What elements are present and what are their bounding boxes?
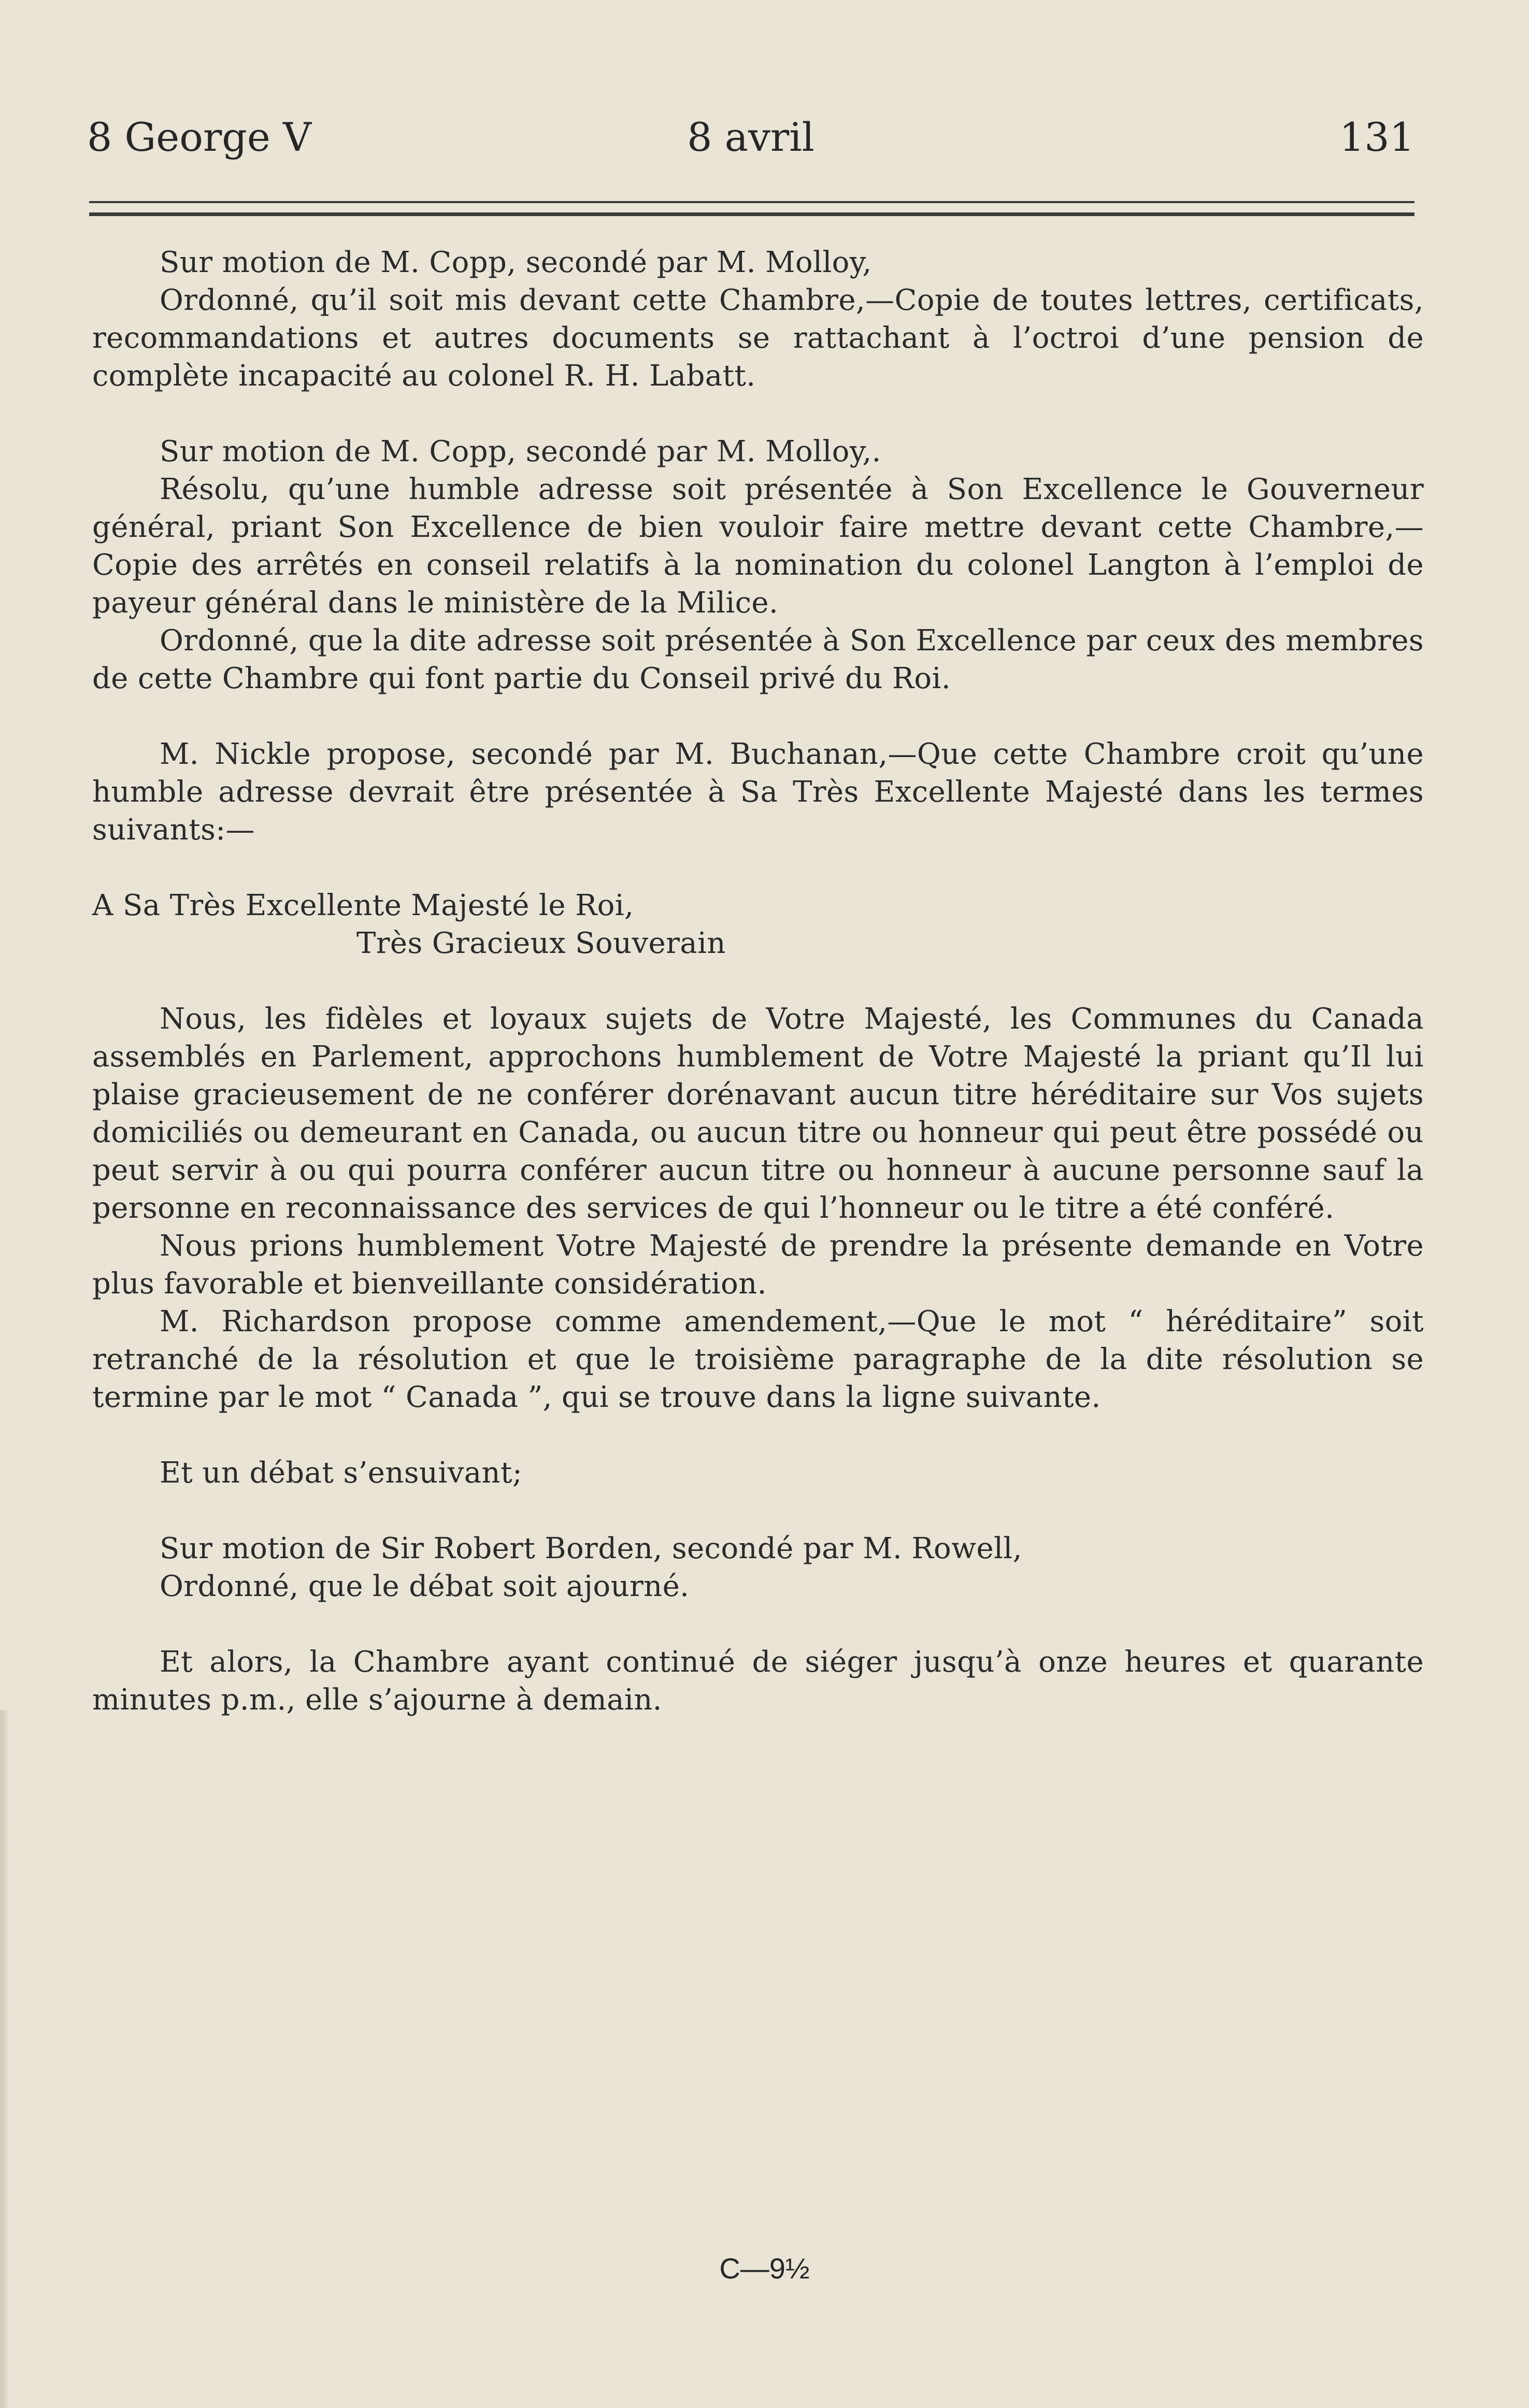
page-edge-shadow — [0, 1710, 9, 2408]
page-number: 131 — [1339, 114, 1414, 160]
address-salutation: A Sa Très Excellente Majesté le Roi, — [92, 889, 634, 922]
page-header — [87, 109, 1414, 166]
motion-nickle: M. Nickle propose, secondé par M. Buchanan,—Que cette Chambre croit qu’une humble adresse devrait être présentée à Sa Très Excellente Majesté dans les termes suivants:— — [92, 737, 1424, 847]
resolution-langton: Résolu, qu’une humble adresse soit présentée à Son Excellence le Gouverneur général, priant Son Excellence de bien vouloir faire mettre devant cette Chambre,—Copie des arrêtés en conseil relatifs à la nomination du colonel Langton à l’emploi de payeur général dans le ministère de la Milice. — [92, 473, 1424, 620]
order-labatt-pension: Ordonné, qu’il soit mis devant cette Chambre,—Copie de toutes lettres, certificats, recommandations et autres documents se rattachant à l’octroi d’une pension de complète incapacité au colonel R. H. Labatt. — [92, 283, 1424, 393]
signature-mark: C—9½ — [719, 2252, 810, 2285]
address-body: Nous, les fidèles et loyaux sujets de Votre Majesté, les Communes du Canada assemblés en Parlement, approchons humblement de Votre Majesté la priant qu’Il lui plaise gracieusement de ne conférer dorénavant aucun titre héréditaire sur Vos sujets domiciliés ou demeurant en Canada, ou aucun titre ou honneur qui peut être possédé ou peut servir à ou qui pourra conférer aucun titre ou honneur à aucune personne sauf la personne en reconnaissance des services de qui l’honneur ou le titre a été conféré. — [92, 1002, 1424, 1225]
motion-borden: Sur motion de Sir Robert Borden, secondé par M. Rowell, — [160, 1532, 1022, 1565]
house-adjourns: Et alors, la Chambre ayant continué de siéger jusqu’à onze heures et quarante minutes p.m., elle s’ajourne à demain. — [92, 1645, 1424, 1717]
order-adjourn-debate: Ordonné, que le débat soit ajourné. — [160, 1570, 690, 1603]
header-rule-thin — [89, 201, 1414, 203]
order-address-presented: Ordonné, que la dite adresse soit présentée à Son Excellence par ceux des membres de cette Chambre qui font partie du Conseil privé du Roi. — [92, 624, 1424, 695]
address-closing: Nous prions humblement Votre Majesté de prendre la présente demande en Votre plus favorable et bienveillante considération. — [92, 1229, 1424, 1301]
motion-copp-1: Sur motion de M. Copp, secondé par M. Molloy, — [160, 246, 872, 279]
amendment-richardson: M. Richardson propose comme amendement,—Que le mot “ héréditaire” soit retranché de la résolution et que le troisième paragraphe de la dite résolution se termine par le mot “ Canada ”, qui se trouve dans la ligne suivante. — [92, 1305, 1424, 1414]
page-body — [92, 244, 1424, 1719]
regnal-year: 8 George V — [87, 114, 311, 160]
page-date: 8 avril — [687, 114, 814, 160]
header-rule-thick — [89, 212, 1414, 216]
motion-copp-2: Sur motion de M. Copp, secondé par M. Molloy,. — [160, 435, 881, 468]
debate-ensuing: Et un débat s’ensuivant; — [160, 1456, 523, 1490]
address-salutation-2: Très Gracieux Souverain — [356, 927, 726, 960]
